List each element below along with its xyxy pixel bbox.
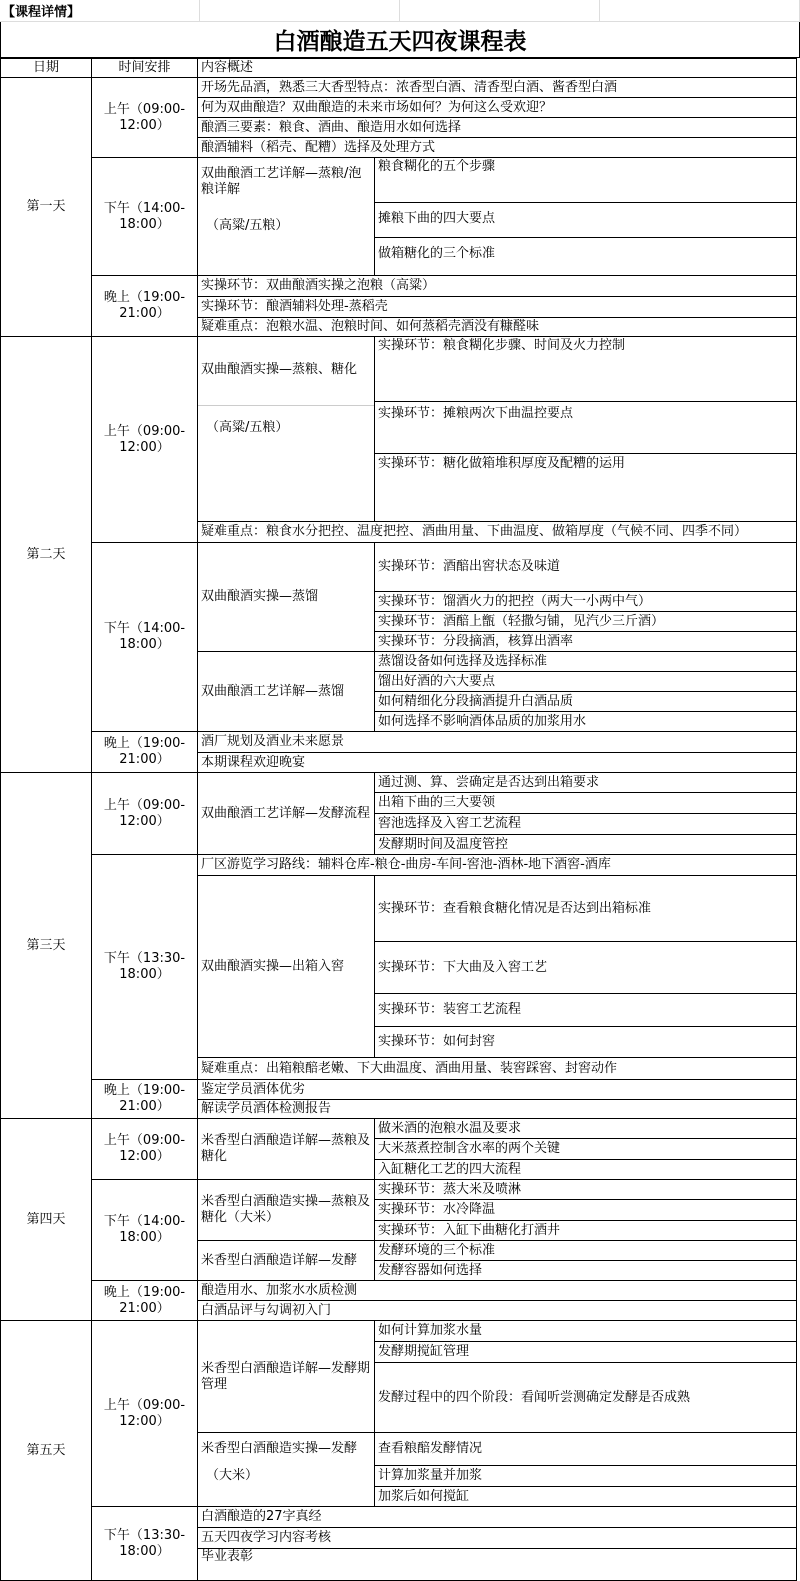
page-title: 白酒酿造五天四夜课程表 [0,22,800,58]
content-row: 如何精细化分段摘酒提升白酒品质 [374,691,797,712]
header-grid-cell [600,0,800,22]
content-row: 实操环节：装窖工艺流程 [374,993,797,1027]
topic-text: 双曲酿酒实操—蒸粮、糖化 [201,362,358,377]
content-row: 疑难重点：出箱粮醅老嫩、下大曲温度、酒曲用量、装窖踩窖、封窖动作 [197,1057,797,1080]
content-row: 实操环节：糖化做箱堆积厚度及配糟的运用 [374,453,797,522]
day-label: 第三天 [0,772,92,1119]
header-grid-cell [200,0,400,22]
content-row: 计算加浆量并加浆 [374,1465,797,1487]
time-slot: 上午（09:00- 12:00） [91,77,198,158]
content-row: 实操环节：查看粮食糖化情况是否达到出箱标准 [374,875,797,942]
day-label: 第五天 [0,1320,92,1581]
topic-text: 双曲酿酒工艺详解—蒸粮/泡粮详解 [201,166,362,197]
content-row: 实操环节：如何封窖 [374,1026,797,1058]
time-slot: 上午（09:00- 12:00） [91,336,198,543]
section-tag: 【课程详情】 [0,0,200,22]
time-slot: 上午（09:00- 12:00） [91,1320,198,1507]
content-row: 做米酒的泡粮水温及要求 [374,1118,797,1139]
topic-grain: （大米） [206,1468,259,1483]
content-row: 实操环节：蒸大米及喷淋 [374,1179,797,1200]
topic-text: 米香型白酒酿造实操—蒸粮及糖化（大米） [197,1179,375,1241]
content-row: 入缸糖化工艺的四大流程 [374,1159,797,1180]
content-row: 粮食糊化的五个步骤 [374,157,797,203]
content-row: 摊粮下曲的四大要点 [374,202,797,238]
content-row: 酿酒三要素：粮食、酒曲、酿造用水如何选择 [197,117,797,138]
header-content: 内容概述 [197,58,797,78]
content-row: 何为双曲酿造？双曲酿造的未来市场如何？为何这么受欢迎？ [197,97,797,118]
topic-text: 双曲酿酒实操—蒸馏 [197,542,375,652]
content-row: 加浆后如何搅缸 [374,1486,797,1507]
content-row: 酿造用水、加浆水水质检测 [197,1280,797,1301]
content-row: 五天四夜学习内容考核 [197,1527,797,1549]
topic-text: 米香型白酒酿造详解—发酵期管理 [197,1320,375,1433]
content-row: 如何选择不影响酒体品质的加浆用水 [374,711,797,732]
content-row: 厂区游览学习路线：辅料仓库-粮仓-曲房-车间-窖池-酒林-地下酒窖-酒库 [197,854,797,876]
topic-text: 双曲酿酒工艺详解—蒸馏 [197,651,375,732]
content-row: 酒厂规划及酒业未来愿景 [197,731,797,753]
day-label: 第一天 [0,77,92,337]
content-row: 本期课程欢迎晚宴 [197,752,797,773]
topic-text: 米香型白酒酿造实操—发酵 [201,1441,358,1456]
content-row: 馏出好酒的六大要点 [374,671,797,692]
content-row: 查看粮醅发酵情况 [374,1432,797,1466]
content-row: 做箱糖化的三个标准 [374,237,797,276]
time-slot: 晚上（19:00- 21:00） [91,1079,198,1119]
time-slot: 下午（14:00- 18:00） [91,1179,198,1281]
content-row: 大米蒸煮控制含水率的两个关键 [374,1138,797,1160]
time-slot: 晚上（19:00- 21:00） [91,1280,198,1321]
header-date: 日期 [0,58,92,78]
header-grid-cell [400,0,600,22]
time-slot: 下午（13:30- 18:00） [91,1506,198,1581]
content-row: 发酵过程中的四个阶段：看闻听尝测确定发酵是否成熟 [374,1362,797,1433]
content-row: 出箱下曲的三大要领 [374,792,797,814]
content-row: 发酵期搅缸管理 [374,1341,797,1363]
content-row: 发酵环境的三个标准 [374,1240,797,1261]
content-row: 实操环节：下大曲及入窖工艺 [374,941,797,994]
time-slot: 上午（09:00- 12:00） [91,1118,198,1180]
content-row: 实操环节：摊粮两次下曲温控要点 [374,401,797,454]
content-row: 实操环节：馏酒火力的把控（两大一小两中气） [374,591,797,612]
content-row: 毕业表彰 [197,1548,797,1581]
content-row: 疑难重点：泡粮水温、泡粮时间、如何蒸稻壳酒没有糠醛味 [197,317,797,337]
day-label: 第四天 [0,1118,92,1321]
content-row: 实操环节：酒醅出窖状态及味道 [374,542,797,592]
divider [198,405,374,406]
content-row: 实操环节：入缸下曲糖化打酒井 [374,1220,797,1241]
content-row: 酿酒辅料（稻壳、配糟）选择及处理方式 [197,137,797,158]
time-slot: 下午（14:00- 18:00） [91,542,198,732]
content-row: 实操环节：酿酒辅料处理-蒸稻壳 [197,296,797,318]
topic-text: 米香型白酒酿造详解—蒸粮及糖化 [197,1118,375,1180]
day-label: 第二天 [0,336,92,773]
content-row: 疑难重点：粮食水分把控、温度把控、酒曲用量、下曲温度、做箱厚度（气候不同、四季不同） [197,521,797,543]
time-slot: 下午（14:00- 18:00） [91,157,198,276]
content-row: 鉴定学员酒体优劣 [197,1079,797,1100]
content-row: 发酵容器如何选择 [374,1260,797,1281]
content-row: 实操环节：分段摘酒，核算出酒率 [374,631,797,652]
content-row: 白酒品评与勾调初入门 [197,1300,797,1321]
content-row: 实操环节：水冷降温 [374,1199,797,1221]
topic-text: 双曲酿酒实操—出箱入窖 [197,875,375,1058]
topic-text: 米香型白酒酿造详解—发酵 [197,1240,375,1281]
content-row: 如何计算加浆水量 [374,1320,797,1342]
topic-grain: （高粱/五粮） [206,420,289,435]
time-slot: 上午（09:00- 12:00） [91,772,198,855]
content-row: 实操环节：酒醅上甑（轻撒匀铺，见汽少三斤酒） [374,611,797,632]
content-row: 白酒酿造的27字真经 [197,1506,797,1528]
content-row: 蒸馏设备如何选择及选择标准 [374,651,797,672]
content-row: 窖池选择及入窖工艺流程 [374,813,797,835]
content-row: 开场先品酒，熟悉三大香型特点：浓香型白酒、清香型白酒、酱香型白酒 [197,77,797,98]
content-row: 发酵期时间及温度管控 [374,834,797,855]
time-slot: 晚上（19:00- 21:00） [91,731,198,773]
content-row: 解读学员酒体检测报告 [197,1099,797,1119]
content-row: 实操环节：双曲酿酒实操之泡粮（高粱） [197,275,797,297]
content-row: 实操环节：粮食糊化步骤、时间及火力控制 [374,336,797,402]
topic-text: 双曲酿酒工艺详解—发酵流程 [197,772,375,855]
content-row: 通过测、算、尝确定是否达到出箱要求 [374,772,797,793]
header-time: 时间安排 [91,58,198,78]
time-slot: 晚上（19:00- 21:00） [91,275,198,337]
topic-grain: （高粱/五粮） [206,218,289,233]
time-slot: 下午（13:30- 18:00） [91,854,198,1080]
